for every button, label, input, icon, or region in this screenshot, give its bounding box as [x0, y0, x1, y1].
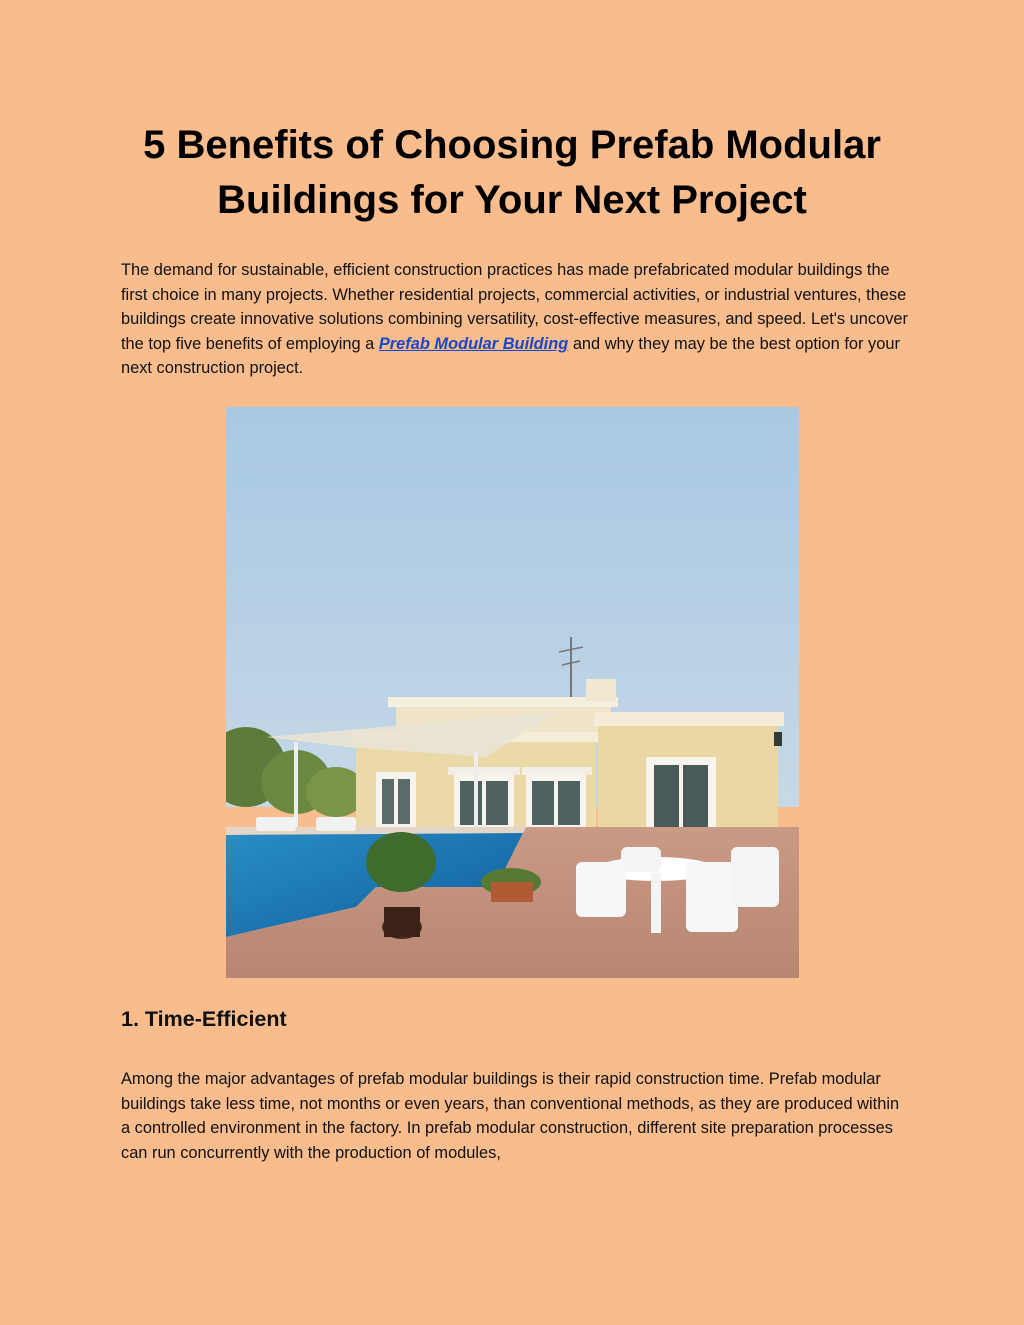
section-body-time-efficient: Among the major advantages of prefab modular buildings is their rapid construction time. Prefab modular buildings take less time, not months or even years, than conventional methods, as they are produced within a controlled environment in the factory. In prefab modular construction, different site preparation processes can run concurrently with the production of modules, [121, 1070, 900, 1162]
intro-text-after-link: and why they may be the best option for your next construction project. [121, 334, 900, 378]
intro-text-before-link: The demand for sustainable, efficient construction practices has made prefabricated modular buildings the first choice in many projects. Whether residential projects, commercial activities, or industrial ventures, these buildings create innovative solutions combining versatility, cost-effective measures, and speed. Let's uncover the top five benefits of employing a [121, 261, 908, 353]
page-title: 5 Benefits of Choosing Prefab Modular Buildings for Your Next Project [143, 123, 881, 222]
prefab-modular-building-link[interactable]: Prefab Modular Building [378, 334, 569, 353]
section-heading-time-efficient: 1. Time-Efficient [121, 1007, 287, 1031]
house-pool-photo [226, 407, 799, 978]
intro-paragraph [121, 258, 911, 381]
